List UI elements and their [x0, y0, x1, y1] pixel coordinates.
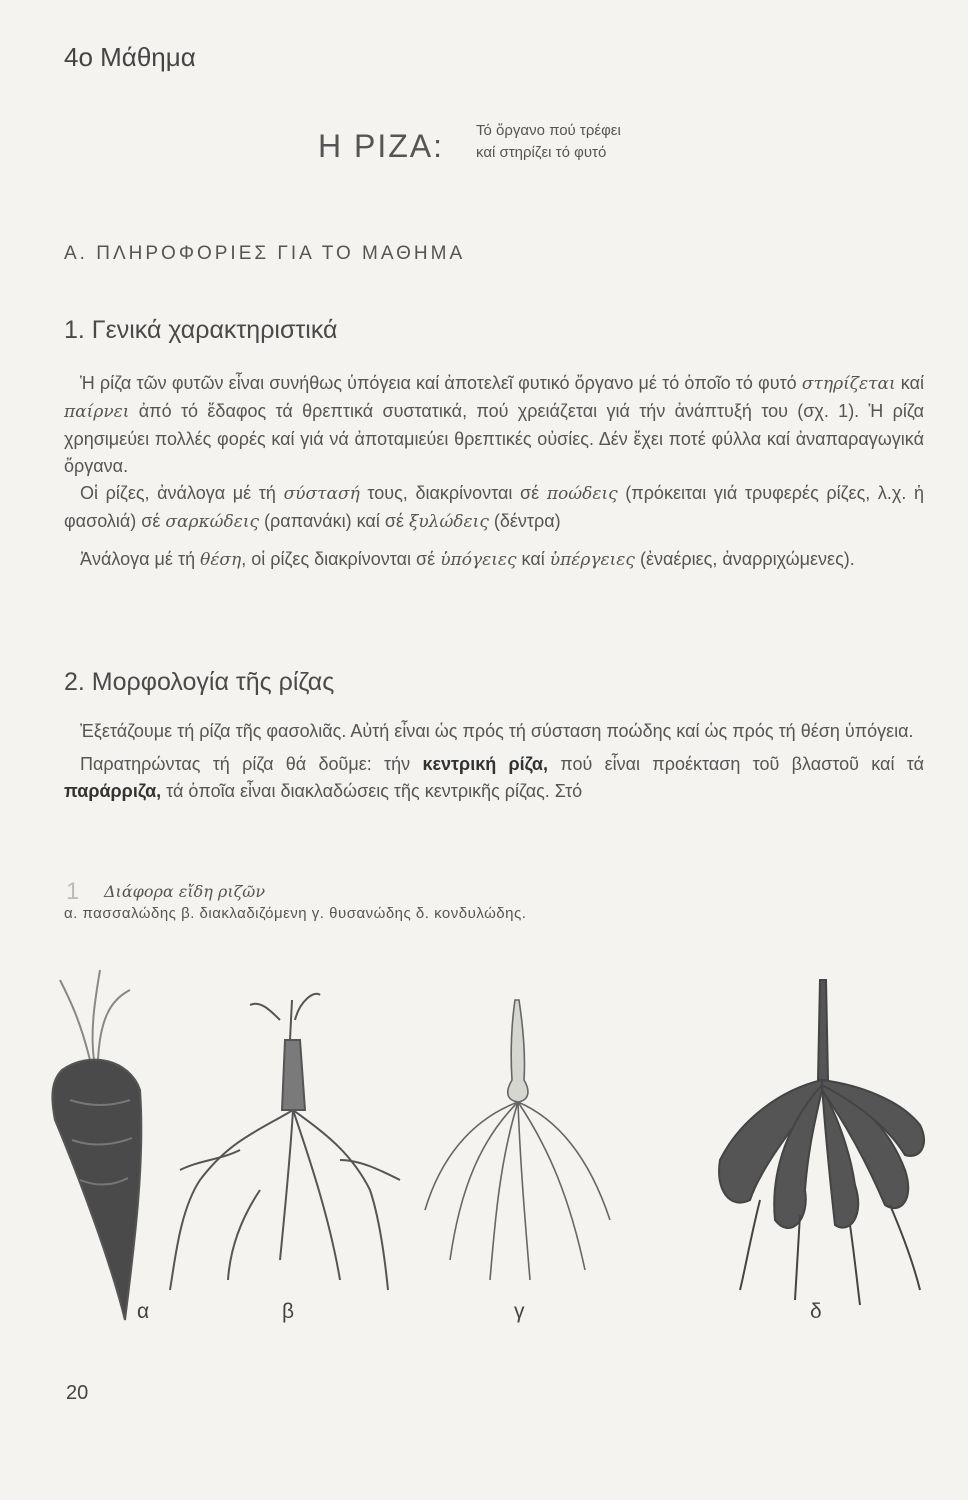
- paragraph: Ἀνάλογα μέ τή θέση, οἱ ρίζες διακρίνονται σέ ὑπόγειες καί ὑπέργειες (ἐναέριες, ἀναρριχώμενες).: [80, 549, 855, 570]
- branched-root-drawing: [170, 994, 400, 1290]
- page-number: 20: [66, 1382, 89, 1404]
- section-1-heading: 1. Γενικά χαρακτηριστικά: [64, 316, 338, 344]
- figure-label-delta: δ: [810, 1300, 822, 1323]
- figure-number: 1: [66, 878, 80, 905]
- fibrous-root-drawing: [425, 1000, 610, 1280]
- section-a-heading: Α. ΠΛΗΡΟΦΟΡΙΕΣ ΓΙΑ ΤΟ ΜΑΘΗΜΑ: [64, 243, 466, 264]
- carrot-root-drawing: [52, 970, 141, 1320]
- section-1-body: [64, 370, 924, 574]
- paragraph: Ἐξετάζουμε τή ρίζα τῆς φασολιᾶς. Αὐτή εἶναι ὡς πρός τή σύσταση ποώδης καί ὡς πρός τή θέση ὑπόγεια.: [80, 721, 914, 741]
- lesson-label: 4ο Μάθημα: [64, 42, 196, 72]
- figure-label-beta: β: [282, 1300, 295, 1323]
- paragraph: Οἱ ρίζες, ἀνάλογα μέ τή σύστασή τους, διακρίνονται σέ ποώδεις (πρόκειται γιά τρυφερές ρίζες, λ.χ. ἡ φασολιά) σέ σαρκώδεις (ραπανάκι) καί σέ ξυλώδεις (δέντρα): [64, 483, 925, 532]
- subtitle-line-1: Τό ὄργανο πού τρέφει: [476, 122, 621, 139]
- page-title: Η ΡΙΖΑ:: [318, 128, 445, 164]
- subtitle-line-2: καί στηρίζει τό φυτό: [476, 144, 607, 161]
- figure-label-alpha: α: [137, 1300, 150, 1323]
- paragraph: Ἡ ρίζα τῶν φυτῶν εἶναι συνήθως ὑπόγεια καί ἀποτελεῖ φυτικό ὄργανο μέ τό ὁποῖο τό φυτό στηρίζεται καί παίρνει ἀπό τό ἔδαφος τά θρεπτικά συστατικά, πού χρειάζεται γιά τήν ἀνάπτυξή του (σχ. 1). Ἡ ρίζα χρησιμεύει πολλές φορές καί γιά νά ἀποταμιεύει θρεπτικές οὐσίες. Δέν ἔχει ποτέ φύλλα καί ἀναπαραγωγικά ὄργανα.: [64, 373, 924, 476]
- tuberous-root-drawing: [719, 980, 924, 1305]
- roots-illustration: [0, 960, 968, 1340]
- figure-label-gamma: γ: [514, 1300, 525, 1323]
- page-subtitle: [476, 120, 621, 164]
- figure-caption-list: α. πασσαλώδης β. διακλαδιζόμενη γ. θυσανώδης δ. κονδυλώδης.: [64, 905, 527, 922]
- paragraph: Παρατηρώντας τή ρίζα θά δοῦμε: τήν κεντρική ρίζα, πού εἶναι προέκταση τοῦ βλαστοῦ καί τά παράρριζα, τά ὁποῖα εἶναι διακλαδώσεις τῆς κεντρικῆς ρίζας. Στό: [64, 754, 924, 801]
- section-2-body: [64, 718, 924, 805]
- section-2-heading: 2. Μορφολογία τῆς ρίζας: [64, 668, 335, 696]
- figure-caption-title: Διάφορα εἴδη ριζῶν: [104, 882, 266, 901]
